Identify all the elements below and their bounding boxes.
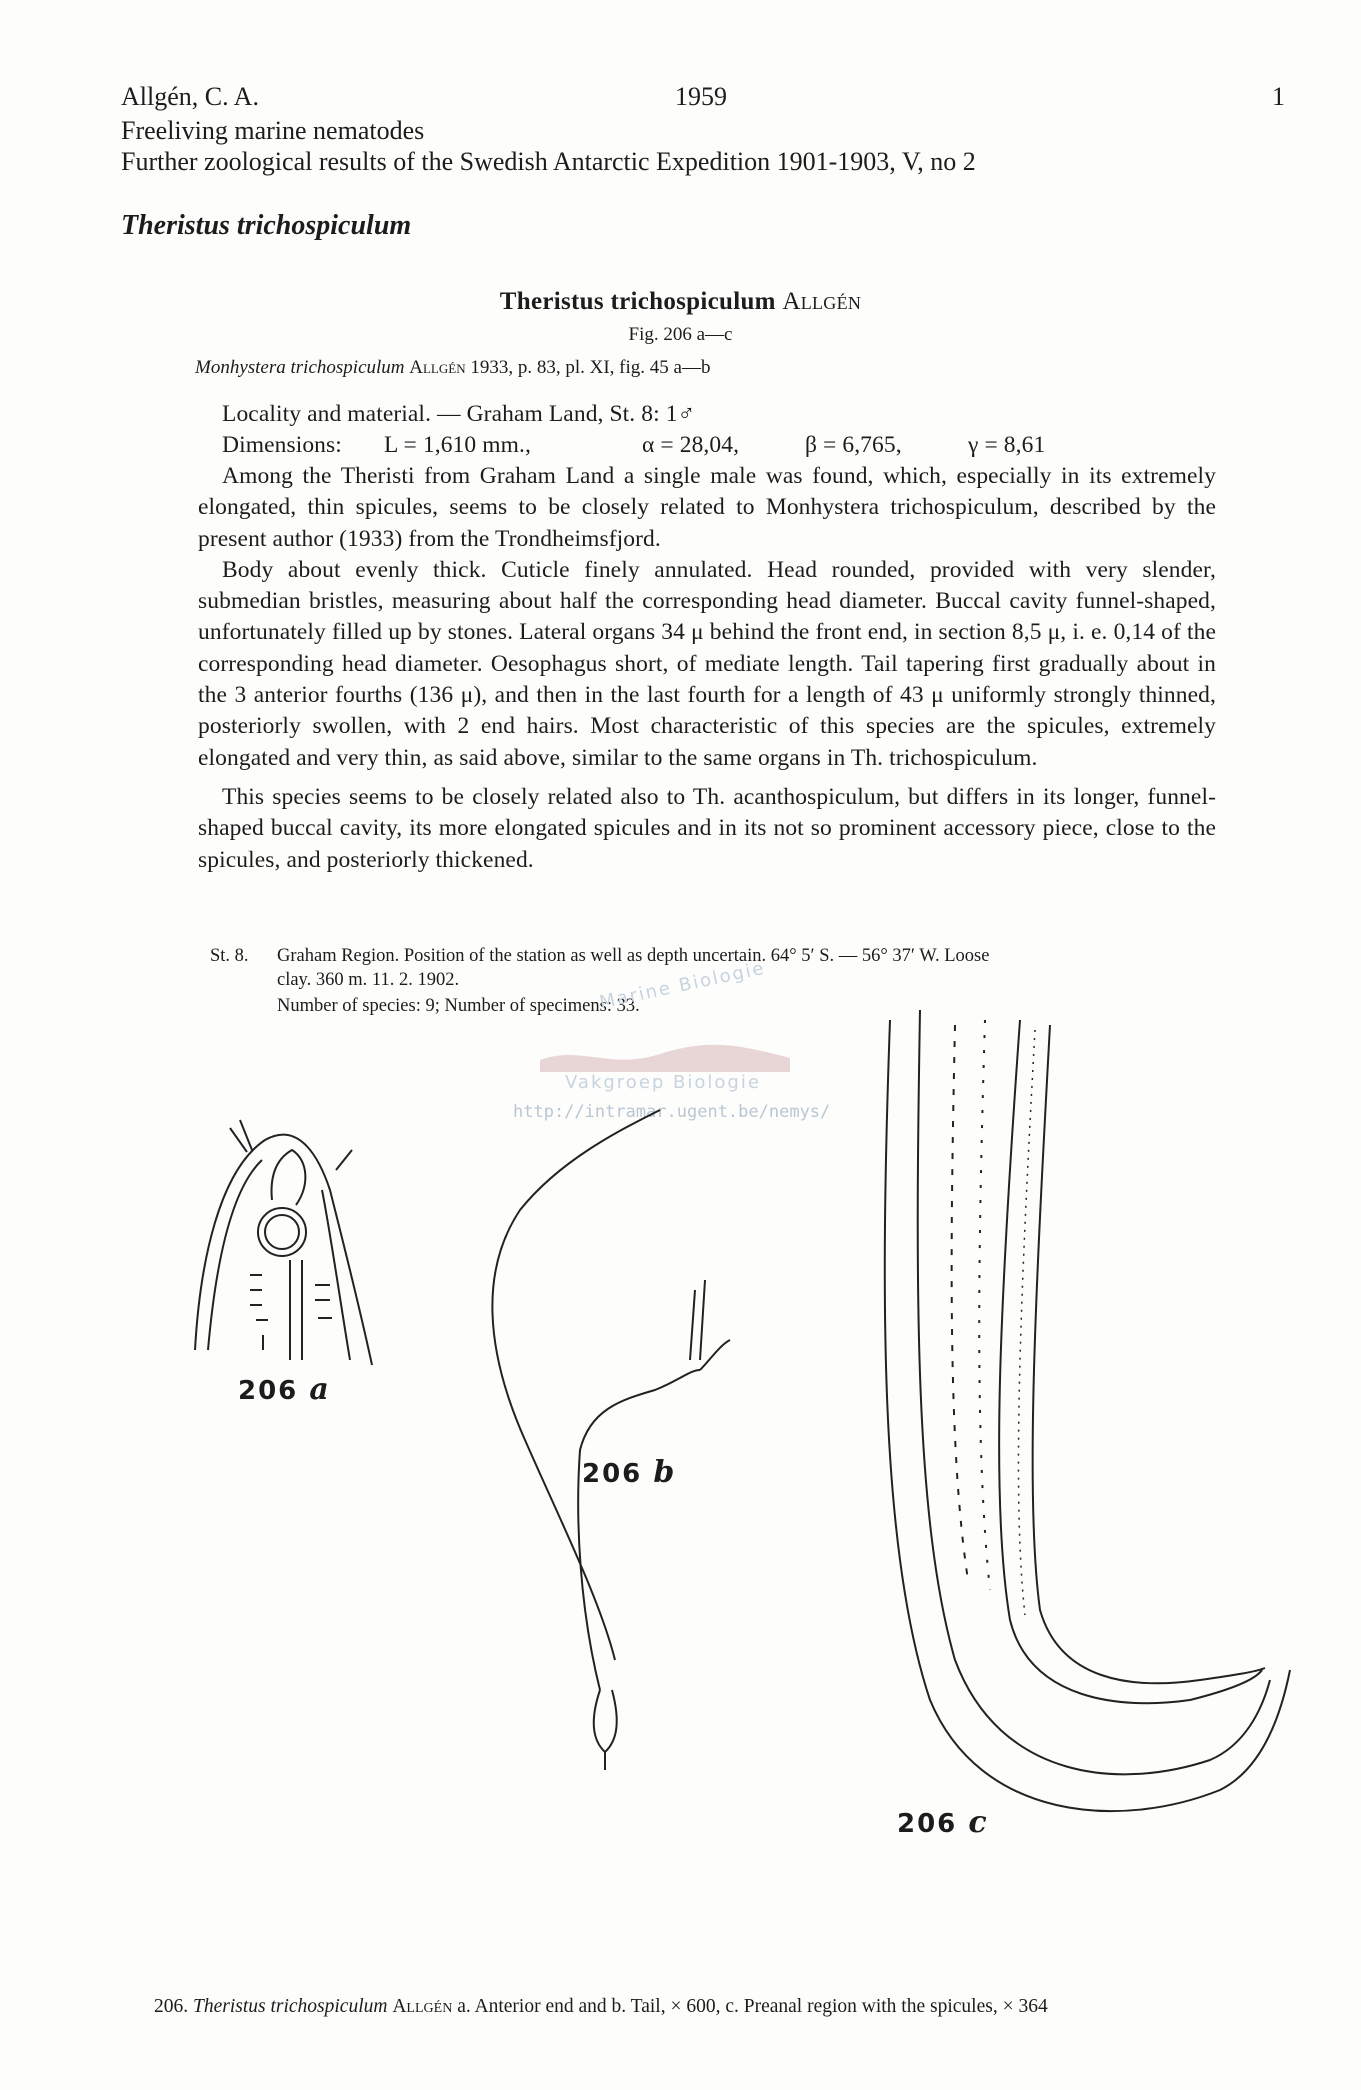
paragraph-3: This species seems to be closely related also to Th. acanthospiculum, but differs in its longer, funnel-shaped buccal cavity, its more elongated spicules and in its not so prominent accessory piece, close to the spicules, and posteriorly thickened. bbox=[198, 783, 1216, 873]
figure-206b-label bbox=[582, 1455, 676, 1490]
page-number: 1 bbox=[1272, 82, 1285, 111]
dim-L: L = 1,610 mm., bbox=[384, 432, 531, 458]
dim-beta: β = 6,765, bbox=[805, 432, 902, 458]
figure-206c-letter: c bbox=[968, 1805, 989, 1840]
locality-line: Locality and material. — Graham Land, St. 8: 1♂ bbox=[222, 401, 696, 427]
article-title-author: Allgén bbox=[782, 288, 862, 315]
figure-206b-drawing bbox=[492, 1110, 730, 1770]
figure-206c-number: 206 bbox=[897, 1809, 958, 1839]
station-line-3: Number of species: 9; Number of specimens: 33. bbox=[277, 996, 640, 1016]
station-label: St. 8. bbox=[210, 946, 249, 966]
caption-number: 206. bbox=[154, 1996, 189, 2017]
figure-206a-drawing bbox=[195, 1120, 372, 1365]
watermark-url: http://intramar.ugent.be/nemys/ bbox=[513, 1102, 831, 1122]
station-line-1: Graham Region. Position of the station as well as depth uncertain. 64° 5′ S. — 56° 37′ W. Loose bbox=[277, 946, 990, 966]
watermark-logo-text: Vakgroep Biologie bbox=[565, 1072, 761, 1093]
species-heading: Theristus trichospiculum bbox=[121, 210, 412, 241]
caption-author: Allgén bbox=[392, 1996, 453, 2017]
paragraph-1: Among the Theristi from Graham Land a single male was found, which, especially in its extremely elongated, thin spicules, seems to be closely related to Monhystera trichospiculum, described by the present author (1933) from the Trondheimsfjord. bbox=[198, 463, 1216, 552]
figure-206c-drawing bbox=[885, 1010, 1290, 1811]
station-line-2: clay. 360 m. 11. 2. 1902. bbox=[277, 970, 460, 990]
series-line: Further zoological results of the Swedish Antarctic Expedition 1901-1903, V, no 2 bbox=[121, 147, 976, 176]
synonym-reference: 1933, p. 83, pl. XI, fig. 45 a—b bbox=[470, 357, 711, 378]
caption-text: a. Anterior end and b. Tail, × 600, c. Preanal region with the spicules, × 364 bbox=[457, 1996, 1048, 2017]
subject-line: Freeliving marine nematodes bbox=[121, 116, 425, 145]
paragraph-2: Body about evenly thick. Cuticle finely annulated. Head rounded, provided with very slender, submedian bristles, measuring about half the corresponding head diameter. Buccal cavity funnel-shaped, unfortunately filled up by stones. Lateral organs 34 μ behind the front end, in section 8,5 μ, i. e. 0,14 of the corresponding head diameter. Oesophagus short, of mediate length. Tail tapering first gradually about in the 3 anterior fourths (136 μ), and then in the last fourth for a length of 43 μ uniformly strongly thinned, posteriorly swollen, with 2 end hairs. Most characteristic of this species are the spicules, extremely elongated and very thin, as said above, similar to the same organs in Th. trichospiculum. bbox=[198, 556, 1216, 771]
figure-206b-number: 206 bbox=[582, 1459, 643, 1489]
figure-206a-letter: a bbox=[309, 1372, 331, 1407]
year: 1959 bbox=[675, 82, 727, 111]
figure-206a-label bbox=[238, 1372, 331, 1407]
synonym-name: Monhystera trichospiculum bbox=[195, 357, 405, 378]
synonym-author: Allgén bbox=[409, 357, 466, 378]
figure-caption bbox=[154, 1996, 1048, 2018]
author-line: Allgén, C. A. bbox=[121, 82, 259, 111]
figure-206b-letter: b bbox=[653, 1455, 677, 1490]
caption-species: Theristus trichospiculum bbox=[193, 1996, 388, 2017]
figure-206c-label bbox=[897, 1805, 989, 1840]
dim-gamma: γ = 8,61 bbox=[968, 432, 1046, 458]
fig-reference: Fig. 206 a—c bbox=[628, 324, 733, 345]
figure-206a-number: 206 bbox=[238, 1376, 299, 1406]
dimensions-label: Dimensions: bbox=[222, 432, 342, 458]
dim-alpha: α = 28,04, bbox=[642, 432, 740, 458]
watermark-arc-text: Marine Biologie bbox=[597, 957, 768, 1014]
article-title: Theristus trichospiculum bbox=[499, 288, 776, 315]
